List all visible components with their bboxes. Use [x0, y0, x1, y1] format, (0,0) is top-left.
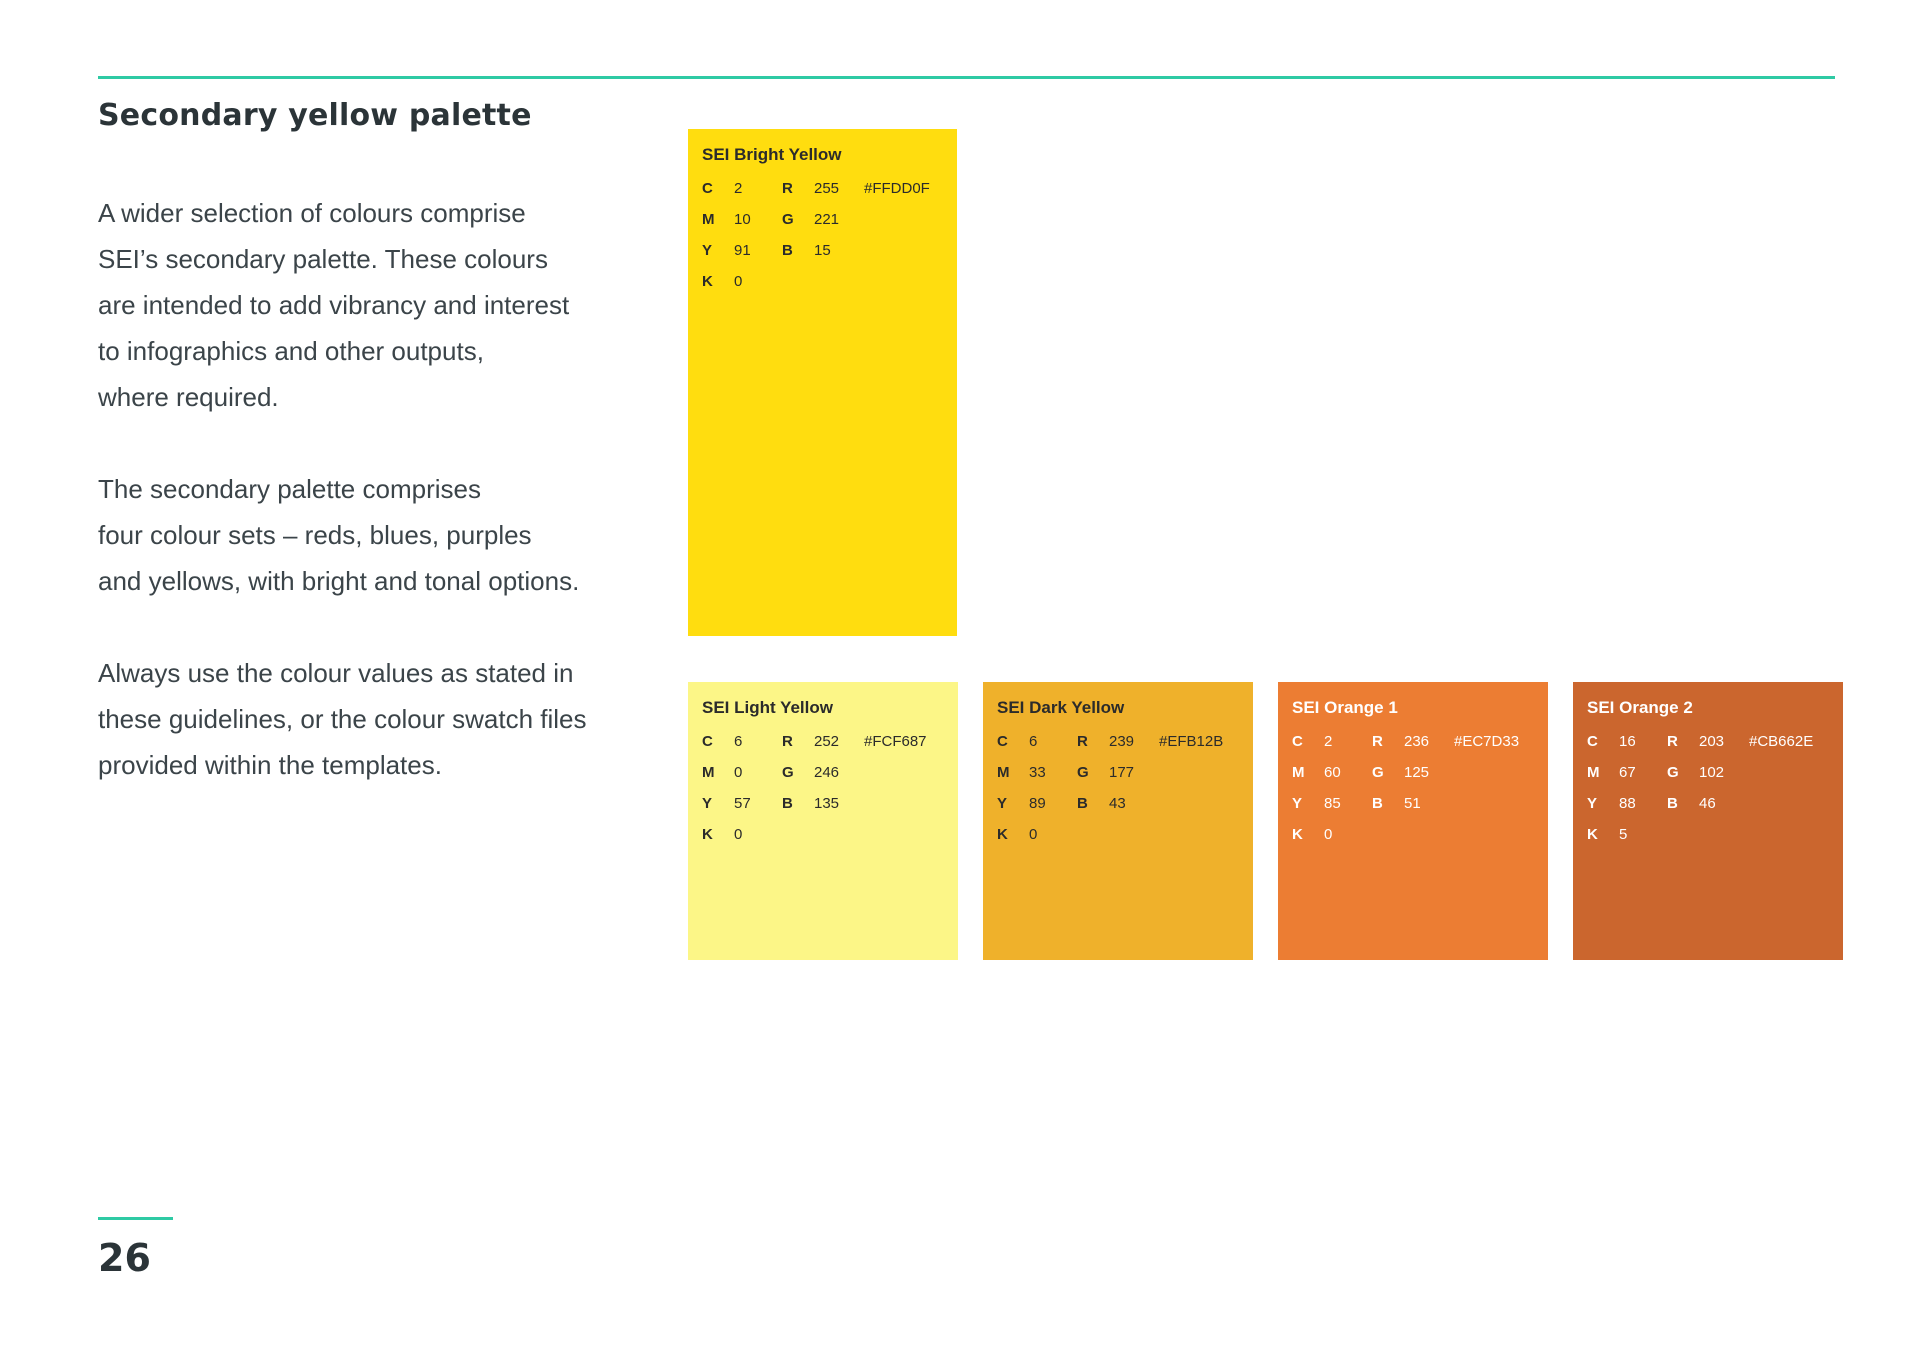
- blue-label: B: [782, 242, 793, 259]
- key-label: K: [997, 826, 1008, 843]
- cyan-label: C: [1292, 733, 1303, 750]
- red-value: 239: [1109, 733, 1135, 750]
- blue-label: B: [1372, 795, 1383, 812]
- green-label: G: [782, 764, 794, 781]
- cyan-label: C: [1587, 733, 1598, 750]
- yellow-value: 85: [1324, 795, 1341, 812]
- cyan-value: 6: [734, 733, 743, 750]
- red-label: R: [1077, 733, 1088, 750]
- page-title: Secondary yellow palette: [98, 98, 532, 133]
- key-value: 5: [1619, 826, 1628, 843]
- green-value: 177: [1109, 764, 1135, 781]
- red-value: 236: [1404, 733, 1430, 750]
- key-label: K: [1292, 826, 1303, 843]
- yellow-value: 91: [734, 242, 751, 259]
- magenta-label: M: [702, 764, 715, 781]
- yellow-label: Y: [1292, 795, 1303, 812]
- yellow-value: 57: [734, 795, 751, 812]
- key-label: K: [702, 273, 713, 290]
- magenta-value: 67: [1619, 764, 1636, 781]
- cyan-value: 16: [1619, 733, 1636, 750]
- yellow-label: Y: [702, 795, 713, 812]
- magenta-label: M: [1587, 764, 1600, 781]
- magenta-value: 0: [734, 764, 743, 781]
- swatch-values: [702, 732, 944, 844]
- blue-label: B: [1667, 795, 1678, 812]
- page-number: 26: [98, 1236, 151, 1280]
- blue-value: 135: [814, 795, 840, 812]
- key-value: 0: [1029, 826, 1038, 843]
- swatch-bright-yellow: [688, 129, 957, 636]
- hex-value: #CB662E: [1749, 733, 1814, 750]
- swatch-name: SEI Dark Yellow: [997, 698, 1125, 717]
- key-label: K: [1587, 826, 1598, 843]
- intro-paragraph: Always use the colour values as stated in these guidelines, or the colour swatch files provided within the templates.: [98, 658, 587, 780]
- cyan-label: C: [702, 180, 713, 197]
- red-value: 203: [1699, 733, 1725, 750]
- blue-value: 51: [1404, 795, 1421, 812]
- magenta-value: 33: [1029, 764, 1046, 781]
- yellow-label: Y: [702, 242, 713, 259]
- red-value: 255: [814, 180, 840, 197]
- magenta-label: M: [1292, 764, 1305, 781]
- red-value: 252: [814, 733, 840, 750]
- yellow-value: 89: [1029, 795, 1046, 812]
- hex-value: #EFB12B: [1159, 733, 1224, 750]
- footer-rule: [98, 1217, 173, 1220]
- cyan-value: 2: [1324, 733, 1333, 750]
- hex-value: #EC7D33: [1454, 733, 1520, 750]
- magenta-value: 60: [1324, 764, 1341, 781]
- swatch-light-yellow: [688, 682, 958, 960]
- swatch-name: SEI Light Yellow: [702, 698, 833, 717]
- green-value: 102: [1699, 764, 1725, 781]
- swatch-values: [1292, 732, 1534, 844]
- key-value: 0: [734, 273, 743, 290]
- swatch-name: SEI Bright Yellow: [702, 145, 842, 164]
- swatch-values: [997, 732, 1239, 844]
- green-value: 125: [1404, 764, 1430, 781]
- cyan-label: C: [702, 733, 713, 750]
- red-label: R: [1372, 733, 1383, 750]
- swatch-orange-1: [1278, 682, 1548, 960]
- magenta-label: M: [997, 764, 1010, 781]
- header-rule: [98, 76, 1835, 79]
- red-label: R: [782, 180, 793, 197]
- hex-value: #FCF687: [864, 733, 927, 750]
- green-label: G: [1077, 764, 1089, 781]
- hex-value: #FFDD0F: [864, 180, 930, 197]
- swatch-values: [702, 179, 943, 291]
- key-value: 0: [1324, 826, 1333, 843]
- intro-paragraph: A wider selection of colours comprise SEI’s secondary palette. These colours are intended to add vibrancy and interest to infographics and other outputs, where required.: [98, 198, 570, 412]
- blue-value: 43: [1109, 795, 1126, 812]
- magenta-label: M: [702, 211, 715, 228]
- intro-paragraph: The secondary palette comprises four colour sets – reds, blues, purples and yellows, with bright and tonal options.: [98, 474, 580, 596]
- blue-value: 15: [814, 242, 831, 259]
- green-label: G: [1667, 764, 1679, 781]
- yellow-label: Y: [997, 795, 1008, 812]
- red-label: R: [1667, 733, 1678, 750]
- green-value: 246: [814, 764, 840, 781]
- intro-text: [98, 190, 618, 834]
- swatch-name: SEI Orange 2: [1587, 698, 1693, 717]
- cyan-value: 6: [1029, 733, 1038, 750]
- swatch-dark-yellow: [983, 682, 1253, 960]
- yellow-value: 88: [1619, 795, 1636, 812]
- swatch-name: SEI Orange 1: [1292, 698, 1398, 717]
- red-label: R: [782, 733, 793, 750]
- magenta-value: 10: [734, 211, 751, 228]
- green-label: G: [782, 211, 794, 228]
- green-value: 221: [814, 211, 840, 228]
- swatch-values: [1587, 732, 1829, 844]
- cyan-value: 2: [734, 180, 743, 197]
- blue-value: 46: [1699, 795, 1716, 812]
- green-label: G: [1372, 764, 1384, 781]
- cyan-label: C: [997, 733, 1008, 750]
- blue-label: B: [782, 795, 793, 812]
- key-value: 0: [734, 826, 743, 843]
- key-label: K: [702, 826, 713, 843]
- blue-label: B: [1077, 795, 1088, 812]
- yellow-label: Y: [1587, 795, 1598, 812]
- swatch-orange-2: [1573, 682, 1843, 960]
